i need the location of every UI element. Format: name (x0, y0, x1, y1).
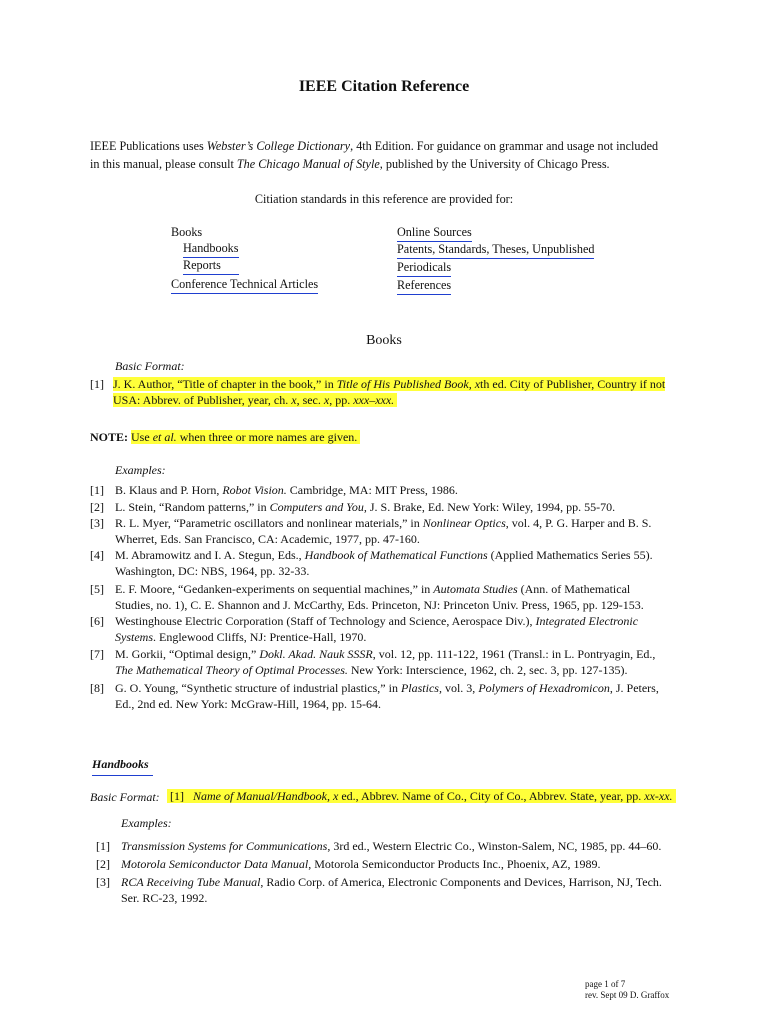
books-heading: Books (366, 333, 402, 348)
handbooks-basic-format-label: Basic Format: (90, 790, 160, 804)
books-examples-label: Examples: (115, 463, 166, 477)
toc-item-periodicals[interactable]: Periodicals (397, 259, 451, 277)
provided-for-text: Citiation standards in this reference are provided for: (254, 192, 514, 206)
intro-paragraph: IEEE Publications uses Webster’s College Dictionary, 4th Edition. For guidance on grammar and usage not included in this manual, please consult The Chicago Manual of Style, published by the University of Chicago Press. (90, 139, 659, 171)
handbooks-examples-label: Examples: (121, 816, 172, 830)
page-number: page 1 of 7 (585, 979, 626, 989)
toc-item-patents[interactable]: Patents, Standards, Theses, Unpublished (397, 241, 594, 259)
toc-item-books[interactable]: Books (171, 225, 203, 239)
revision-note: rev. Sept 09 D. Graffox (585, 990, 670, 1000)
toc-item-references[interactable]: References (397, 277, 451, 295)
toc-item-online-sources[interactable]: Online Sources (397, 224, 472, 242)
books-basic-format: [1] J. K. Author, “Title of chapter in the book,” in Title of His Published Book, xth ed. City of Publisher, Country if not USA: Abbrev. of Publisher, year, ch. x, sec. x, pp. xxx–xxx. (90, 377, 666, 408)
books-note: NOTE: Use et al. when three or more names are given. (90, 430, 360, 445)
handbooks-basic-format: [1] Name of Manual/Handbook, x ed., Abbrev. Name of Co., City of Co., Abbrev. State, year, pp. xx-xx. (167, 788, 676, 804)
toc-item-conference[interactable]: Conference Technical Articles (171, 276, 318, 294)
page-title: IEEE Citation Reference (298, 78, 470, 95)
handbooks-heading: Handbooks (92, 757, 153, 776)
toc-item-handbooks[interactable]: Handbooks (183, 240, 239, 258)
books-basic-format-label: Basic Format: (115, 359, 185, 373)
toc-item-reports[interactable]: Reports (183, 257, 239, 275)
